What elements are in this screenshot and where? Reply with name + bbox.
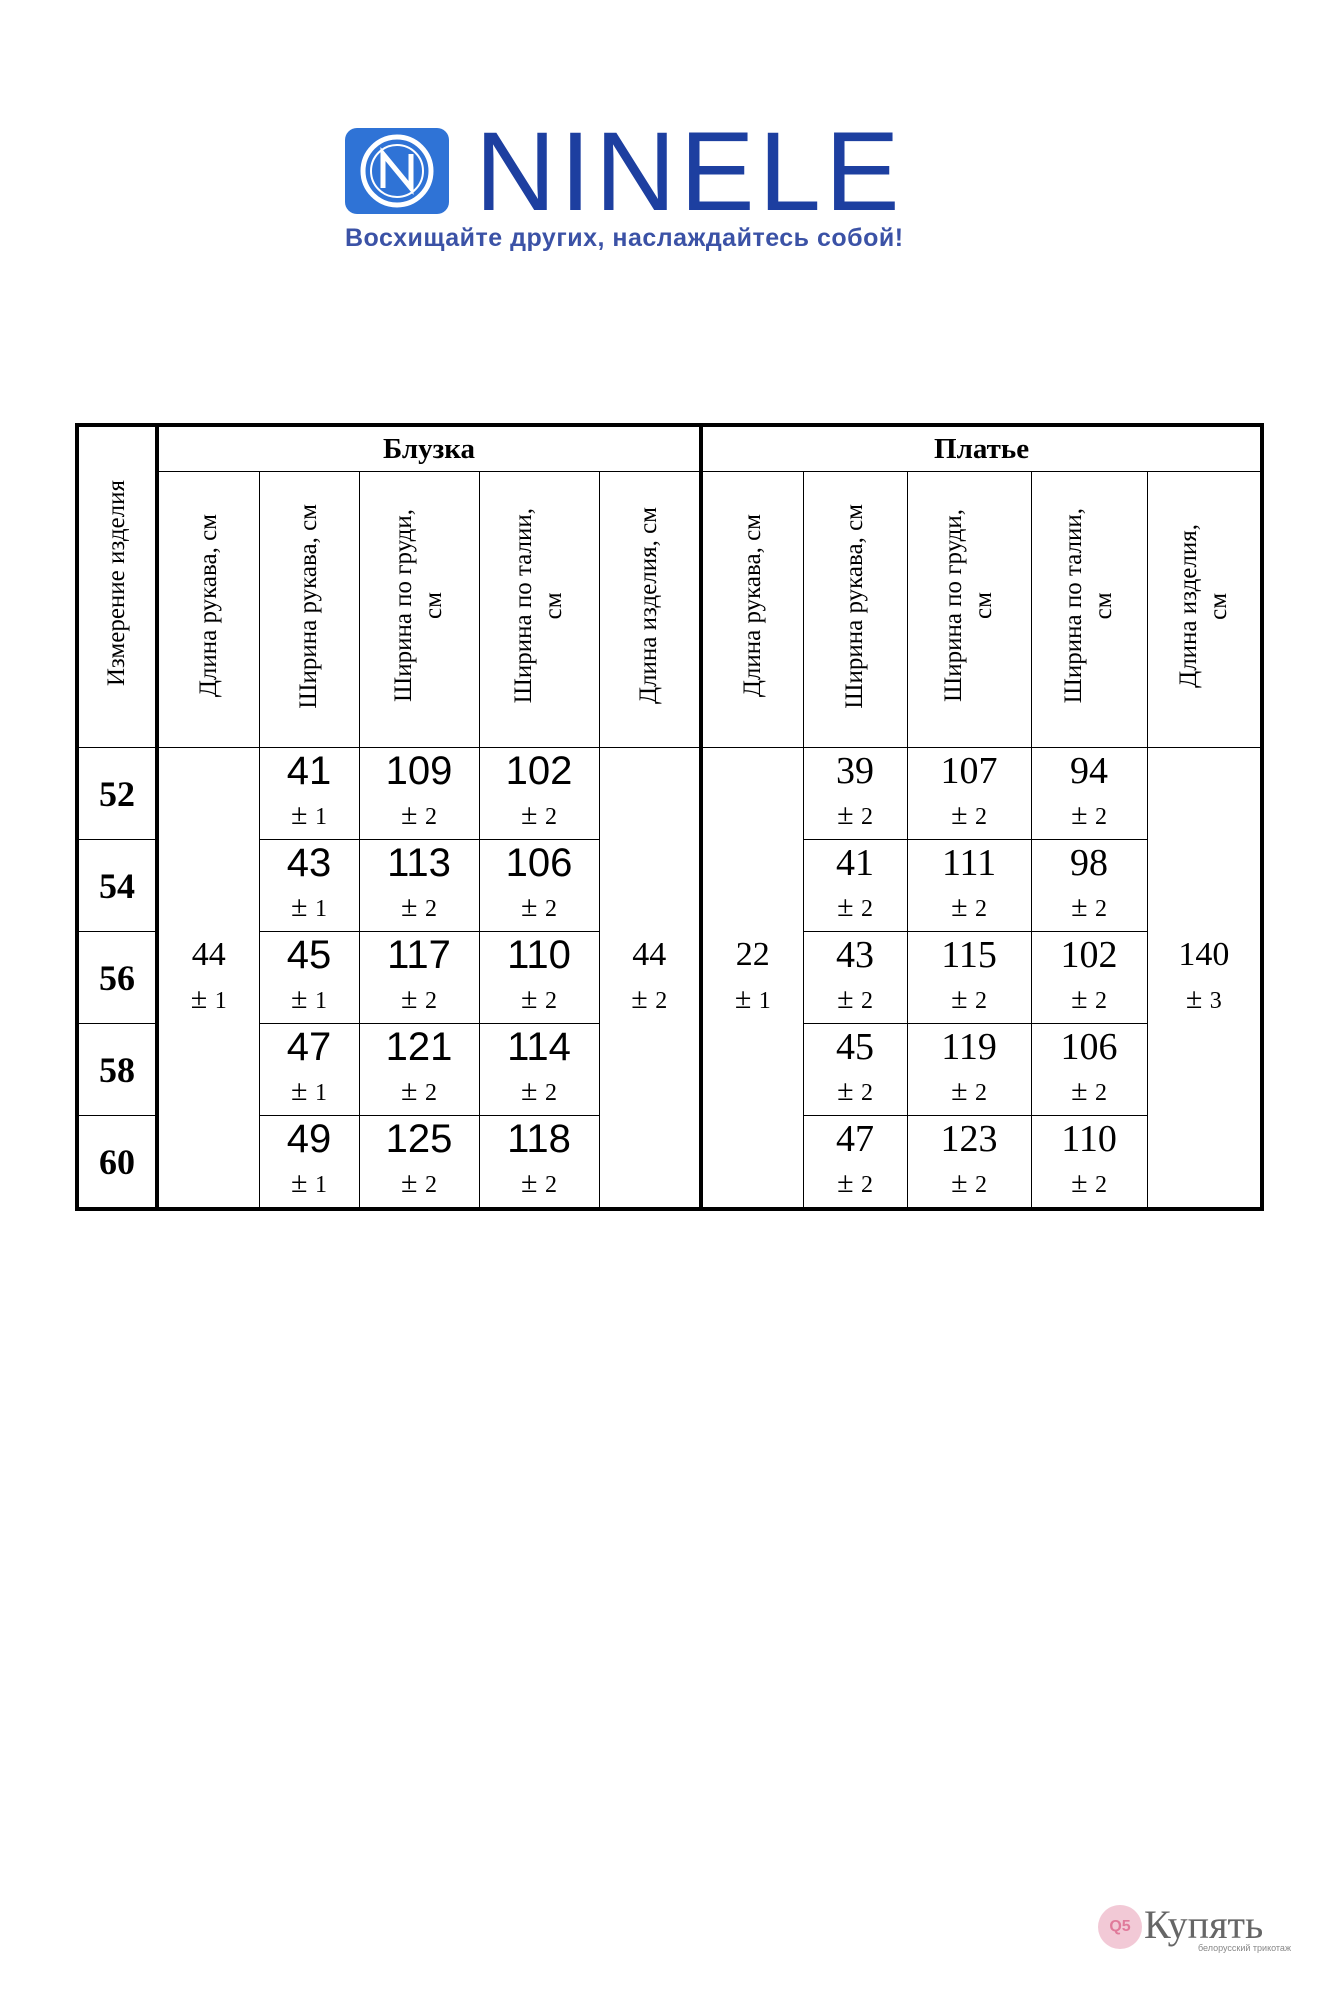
value-cell: 45 ± 1	[259, 932, 359, 1024]
watermark	[1098, 1897, 1298, 1957]
value-cell: 47 ± 1	[259, 1024, 359, 1116]
merged-value-cell: 44 ± 1	[157, 748, 259, 1210]
group-header-dress: Платье	[701, 425, 1262, 472]
value-cell: 98 ± 2	[1031, 840, 1147, 932]
value-cell: 110 ± 2	[1031, 1116, 1147, 1210]
value-cell: 102 ± 2	[479, 748, 599, 840]
watermark-subtitle: белорусский трикотаж	[1198, 1943, 1291, 1953]
value-cell: 113 ± 2	[359, 840, 479, 932]
watermark-badge: Q5	[1098, 1905, 1142, 1949]
size-cell: 56	[77, 932, 157, 1024]
size-cell: 60	[77, 1116, 157, 1210]
value-cell: 121 ± 2	[359, 1024, 479, 1116]
value-cell: 110 ± 2	[479, 932, 599, 1024]
brand-header	[0, 109, 1333, 262]
value-cell: 94 ± 2	[1031, 748, 1147, 840]
value-cell: 117 ± 2	[359, 932, 479, 1024]
size-cell: 54	[77, 840, 157, 932]
value-cell: 43 ± 2	[803, 932, 907, 1024]
col-header: Ширина рукава, см	[259, 472, 359, 748]
watermark-word: Купять	[1144, 1902, 1264, 1947]
value-cell: 111 ± 2	[907, 840, 1031, 932]
value-cell: 45 ± 2	[803, 1024, 907, 1116]
row-header-cell	[77, 425, 157, 748]
value-cell: 119 ± 2	[907, 1024, 1031, 1116]
value-cell: 114 ± 2	[479, 1024, 599, 1116]
merged-value-cell: 22 ± 1	[701, 748, 803, 1210]
brand-logo-icon	[345, 128, 449, 214]
col-header: Длина изделия, см	[599, 472, 701, 748]
row-header-label: Измерение изделия	[103, 480, 130, 687]
col-header: Ширина по груди, см	[907, 472, 1031, 748]
value-cell: 41 ± 2	[803, 840, 907, 932]
col-header: Длина рукава, см	[701, 472, 803, 748]
value-cell: 107 ± 2	[907, 748, 1031, 840]
value-cell: 106 ± 2	[1031, 1024, 1147, 1116]
col-header: Ширина по талии, см	[1031, 472, 1147, 748]
size-cell: 52	[77, 748, 157, 840]
value-cell: 47 ± 2	[803, 1116, 907, 1210]
value-cell: 41 ± 1	[259, 748, 359, 840]
merged-value-cell: 44 ± 2	[599, 748, 701, 1210]
value-cell: 109 ± 2	[359, 748, 479, 840]
value-cell: 39 ± 2	[803, 748, 907, 840]
table-row	[77, 748, 1262, 840]
col-header: Ширина рукава, см	[803, 472, 907, 748]
value-cell: 125 ± 2	[359, 1116, 479, 1210]
brand-slogan: Восхищайте других, наслаждайтесь собой!	[345, 224, 904, 252]
group-header-blouse: Блузка	[157, 425, 701, 472]
value-cell: 118 ± 2	[479, 1116, 599, 1210]
value-cell: 123 ± 2	[907, 1116, 1031, 1210]
size-cell: 58	[77, 1024, 157, 1116]
merged-value-cell: 140 ± 3	[1147, 748, 1262, 1210]
col-header: Ширина по талии, см	[479, 472, 599, 748]
value-cell: 43 ± 1	[259, 840, 359, 932]
col-header: Длина изделия, см	[1147, 472, 1262, 748]
brand-name: NINELE	[475, 109, 904, 234]
value-cell: 106 ± 2	[479, 840, 599, 932]
col-header: Ширина по груди, см	[359, 472, 479, 748]
size-chart-table	[75, 423, 1264, 1211]
value-cell: 102 ± 2	[1031, 932, 1147, 1024]
value-cell: 115 ± 2	[907, 932, 1031, 1024]
value-cell: 49 ± 1	[259, 1116, 359, 1210]
col-header: Длина рукава, см	[157, 472, 259, 748]
